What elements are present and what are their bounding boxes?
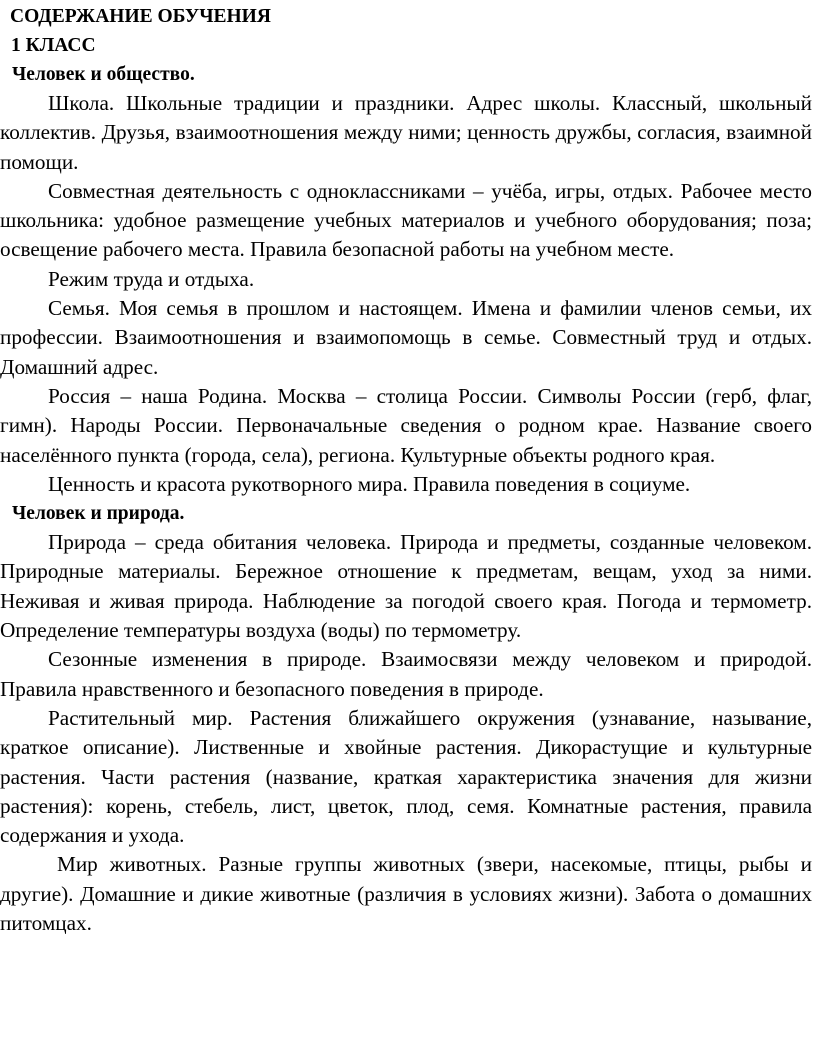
grade-heading: 1 КЛАСС bbox=[11, 35, 96, 56]
section-heading-society: Человек и общество. bbox=[12, 64, 195, 85]
paragraph-school: Школа. Школьные традиции и праздники. Адрес школы. Классный, школьный коллектив. Друзья, взаимоотношения между ними; ценность дружбы, согласия, взаимной помощи. bbox=[0, 91, 812, 174]
paragraph-nature: Природа – среда обитания человека. Природа и предметы, созданные человеком. Природные материалы. Бережное отношение к предметам, вещам, уход за ними. Неживая и живая природа. Наблюдение за погодой своего края. Погода и термометр. Определение температуры воздуха (воды) по термометру. bbox=[0, 530, 812, 643]
paragraph-joint-activity: Совместная деятельность с одноклассниками – учёба, игры, отдых. Рабочее место школьника: удобное размещение учебных материалов и учебного оборудования; поза; освещение рабочего места. Правила безопасной работы на учебном месте. bbox=[0, 178, 812, 262]
paragraph-family: Семья. Моя семья в прошлом и настоящем. Имена и фамилии членов семьи, их профессии. Взаимоотношения и взаимопомощь в семье. Совместный труд и отдых. Домашний адрес. bbox=[0, 296, 812, 379]
section-heading-nature: Человек и природа. bbox=[12, 503, 185, 525]
paragraph-plants: Растительный мир. Растения ближайшего окружения (узнавание, называние, краткое описание). Лиственные и хвойные растения. Дикорастущие и культурные растения. Части растения (название, краткая характеристика значения для жизни растения): корень, стебель, лист, цветок, плод, семя. Комнатные растения, правила содержания и ухода. bbox=[0, 705, 812, 848]
document-title: СОДЕРЖАНИЕ ОБУЧЕНИЯ bbox=[10, 6, 271, 27]
paragraph-work-rest: Режим труда и отдыха. bbox=[48, 266, 255, 291]
paragraph-animals: Мир животных. Разные группы животных (звери, насекомые, птицы, рыбы и другие). Домашние и дикие животные (различия в условиях жизни). Забота о домашних питомцах. bbox=[0, 852, 812, 936]
paragraph-values: Ценность и красота рукотворного мира. Правила поведения в социуме. bbox=[48, 471, 691, 496]
paragraph-russia: Россия – наша Родина. Москва – столица России. Символы России (герб, флаг, гимн). Народы России. Первоначальные сведения о родном крае. Название своего населённого пункта (города, села), региона. Культурные объекты родного края. bbox=[0, 383, 812, 467]
paragraph-seasons: Сезонные изменения в природе. Взаимосвязи между человеком и природой. Правила нравственного и безопасного поведения в природе. bbox=[0, 647, 812, 701]
